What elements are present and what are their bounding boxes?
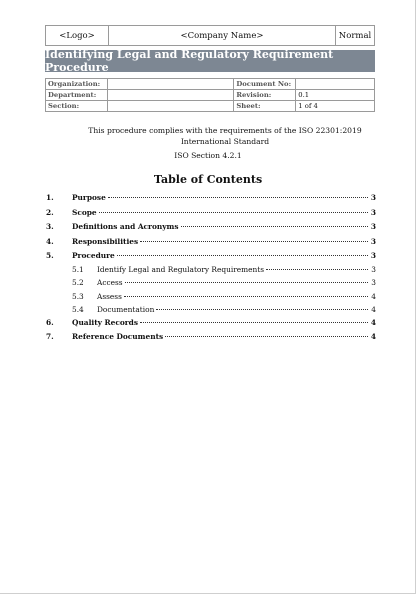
toc-entry-number: 4.: [46, 236, 54, 246]
header-table: [45, 25, 375, 46]
toc-title: Table of Contents: [153, 173, 263, 186]
organization-label: Organization:: [46, 79, 108, 90]
section-label: Section:: [46, 101, 108, 112]
toc-entry-number: 3.: [46, 222, 54, 231]
toc-entry-page: 3: [371, 264, 376, 274]
document-title: Identifying Legal and Regulatory Requirement Procedure: [45, 50, 375, 72]
toc-entry[interactable]: [46, 251, 376, 260]
revision-value: 0.1: [296, 90, 375, 101]
toc-entry-page: 4: [370, 332, 376, 341]
toc-leader: [140, 241, 368, 242]
toc-subentry[interactable]: [46, 292, 376, 301]
toc-entry-text: Assess: [97, 291, 122, 301]
toc-entry-page: 4: [370, 318, 376, 327]
toc-entry[interactable]: [46, 332, 376, 341]
toc-entry-page: 3: [370, 222, 376, 231]
toc-leader: [181, 226, 368, 227]
toc-entry[interactable]: [46, 237, 376, 246]
status-label: Normal: [338, 30, 372, 41]
company-name: <Company Name>: [109, 26, 336, 45]
logo-placeholder: <Logo>: [46, 26, 109, 45]
toc-subentry[interactable]: [46, 305, 376, 314]
toc-entry-text: Reference Documents: [72, 332, 164, 341]
toc-leader: [108, 197, 368, 198]
toc-entry-number: 5.3: [72, 291, 84, 301]
toc-entry-page: 3: [370, 207, 376, 217]
toc-leader: [124, 296, 368, 297]
toc-entry-text: Identify Legal and Regulatory Requirements: [97, 264, 265, 274]
toc-leader: [156, 309, 368, 310]
toc-subentry[interactable]: [46, 265, 376, 274]
toc-entry-number: 1.: [46, 193, 54, 202]
toc-entry-page: 4: [371, 291, 376, 301]
organization-value: [107, 79, 233, 90]
toc-leader: [99, 212, 368, 213]
revision-label: Revision:: [234, 90, 296, 101]
toc-entry-text: Procedure: [72, 251, 115, 260]
toc-leader: [125, 282, 368, 283]
toc-leader: [266, 269, 368, 270]
toc-entry[interactable]: [46, 208, 376, 217]
toc-entry-page: 3: [370, 251, 376, 260]
toc-entry[interactable]: [46, 193, 376, 202]
toc-entry-text: Scope: [72, 207, 97, 217]
iso-section: ISO Section 4.2.1: [174, 151, 242, 160]
document-info-table: [45, 78, 375, 112]
document-no-label: Document No:: [234, 79, 296, 90]
toc-entry[interactable]: [46, 318, 376, 327]
toc-entry-text: Definitions and Acronyms: [72, 222, 179, 231]
toc-entry-number: 6.: [46, 318, 54, 327]
toc-entry-page: 3: [371, 278, 376, 287]
toc-entry[interactable]: [46, 222, 376, 231]
toc-subentry[interactable]: [46, 278, 376, 287]
toc-entry-number: 5.4: [72, 305, 84, 314]
toc-entry-text: Quality Records: [72, 318, 138, 327]
section-value: [107, 101, 233, 112]
toc-leader: [140, 322, 368, 323]
toc-entry-number: 5.2: [72, 278, 84, 287]
department-value: [107, 90, 233, 101]
document-no-value: [296, 79, 375, 90]
toc-entry-number: 7.: [46, 332, 54, 341]
toc-entry-page: 4: [371, 305, 376, 314]
sheet-value: 1 of 4: [296, 101, 375, 112]
toc-entry-text: Documentation: [97, 305, 155, 314]
toc-entry-text: Access: [97, 278, 123, 287]
toc-entry-text: Purpose: [72, 193, 106, 202]
department-label: Department:: [46, 90, 108, 101]
toc-entry-number: 2.: [46, 207, 54, 217]
toc-entry-text: Responsibilities: [72, 236, 139, 246]
toc-entry-number: 5.1: [72, 264, 84, 274]
toc-leader: [165, 336, 368, 337]
toc-entry-number: 5.: [46, 251, 54, 260]
sheet-label: Sheet:: [234, 101, 296, 112]
toc-entry-page: 3: [370, 236, 376, 246]
compliance-statement: This procedure complies with the requirements of the ISO 22301:2019 International Standard: [88, 126, 362, 146]
toc-entry-page: 3: [370, 193, 376, 202]
toc-leader: [117, 255, 368, 256]
